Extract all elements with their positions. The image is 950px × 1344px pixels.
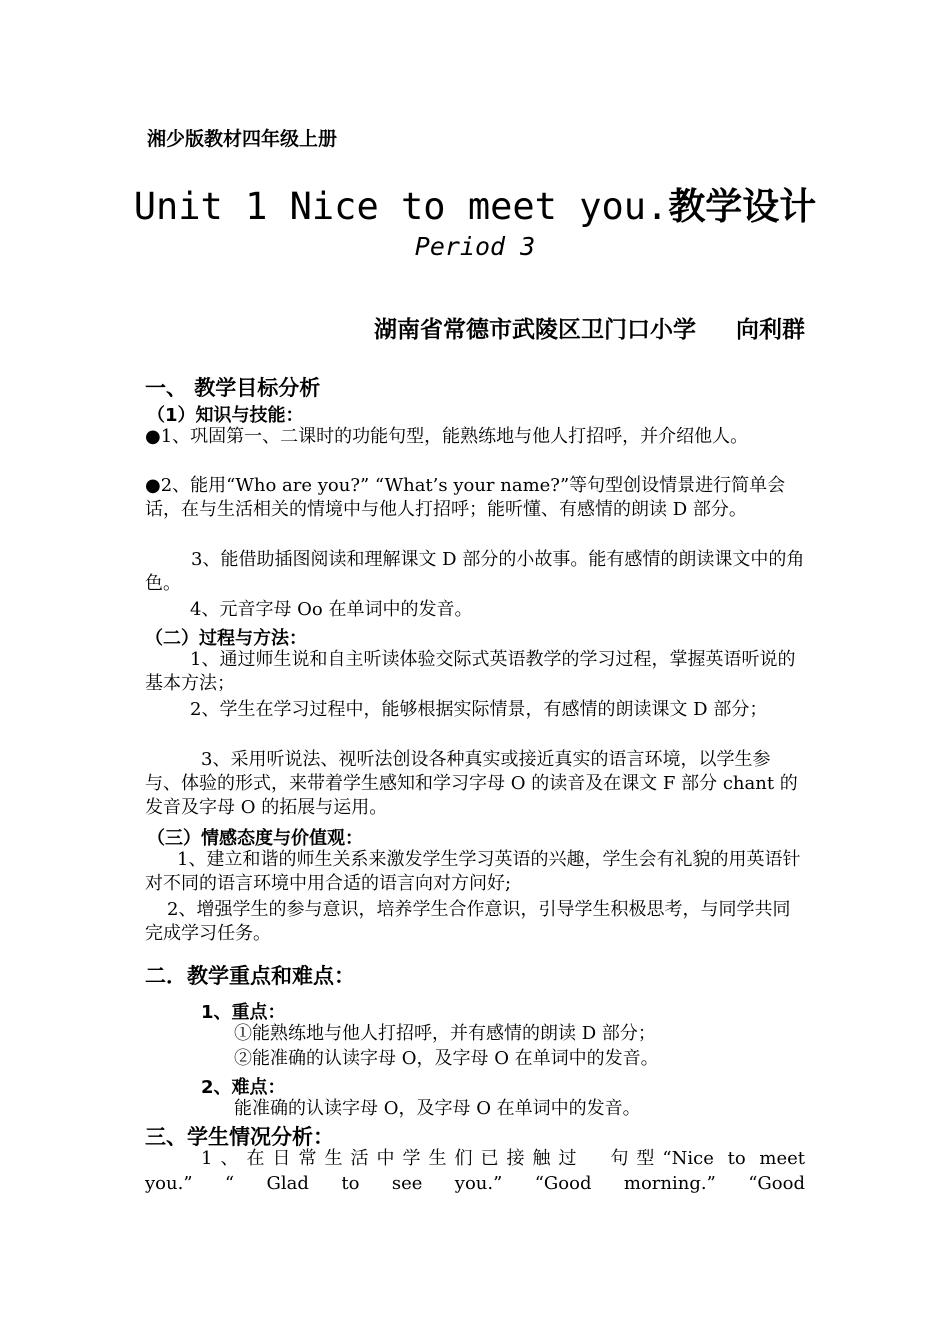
page-title	[0, 176, 950, 230]
teacher-name: 向利群	[736, 316, 805, 343]
key-point-1: ①能熟练地与他人打招呼，并有感情的朗读 D 部分；	[234, 1023, 656, 1044]
key-point-2: ②能准确的认读字母 O，及字母 O 在单词中的发音。	[234, 1048, 659, 1069]
emotion-heading: （三）情感态度与价值观：	[147, 828, 363, 849]
title-chinese: 教学设计	[668, 185, 817, 228]
emotion-item-2: 2、增强学生的参与意识，培养学生合作意识，引导学生积极思考，与同学共同完成学习任务。	[145, 899, 791, 944]
knowledge-item-1: ●1、巩固第一、二课时的功能句型，能熟练地与他人打招呼，并介绍他人。	[145, 426, 749, 447]
section2-heading: 二．教学重点和难点：	[145, 964, 355, 988]
student-analysis-line-2: you.” “ Glad to see you.” “Good morning.” “Good	[145, 1173, 805, 1194]
knowledge-heading: （1）知识与技能：	[147, 405, 304, 426]
school-name: 湖南省常德市武陵区卫门口小学	[374, 316, 696, 343]
title-english: Unit 1 Nice to meet you.	[133, 185, 669, 228]
student-analysis-line-1: 1、在日常生活中学生们已接触过 句型“Nice to meet	[201, 1148, 805, 1169]
process-heading: （二）过程与方法：	[145, 628, 307, 649]
emotion-item-1: 1、建立和谐的师生关系来激发学生学习英语的兴趣，学生会有礼貌的用英语针对不同的语言环境中用合适的语言向对方问好;	[145, 849, 801, 894]
difficult-point-1: 能准确的认读字母 O，及字母 O 在单词中的发音。	[234, 1098, 641, 1119]
difficult-points-heading: 2、难点：	[201, 1077, 286, 1098]
textbook-label: 湘少版教材四年级上册	[147, 128, 338, 150]
author-line	[374, 311, 805, 344]
knowledge-item-4: 4、元音字母 Oo 在单词中的发音。	[190, 599, 473, 620]
section1-heading: 一、 教学目标分析	[145, 376, 321, 400]
knowledge-item-2: ●2、能用“Who are you?” “What’s your name?”等句型创设情景进行简单会话，在与生活相关的情境中与他人打招呼；能听懂、有感情的朗读 D 部分。	[145, 475, 786, 520]
knowledge-item-3: 3、能借助插图阅读和理解课文 D 部分的小故事。能有感情的朗读课文中的角色。	[145, 549, 805, 594]
process-item-2: 2、学生在学习过程中，能够根据实际情景，有感情的朗读课文 D 部分；	[190, 699, 768, 720]
key-points-heading: 1、重点：	[201, 1002, 286, 1023]
process-item-1: 1、通过师生说和自主听读体验交际式英语教学的学习过程，掌握英语听说的基本方法；	[145, 649, 796, 694]
section3-heading: 三、学生情况分析：	[145, 1125, 334, 1149]
process-item-3: 3、采用听说法、视听法创设各种真实或接近真实的语言环境，以学生参与、体验的形式，来带着学生感知和学习字母 O 的读音及在课文 F 部分 chant 的发音及字母 O 的拓展与运用。	[145, 749, 798, 818]
period-subtitle: Period 3	[414, 232, 536, 261]
